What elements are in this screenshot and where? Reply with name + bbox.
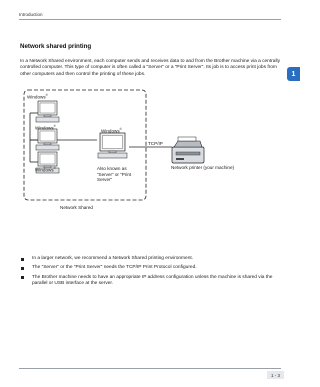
client-label: Windows® bbox=[35, 124, 56, 131]
page-number: 1 - 3 bbox=[267, 371, 284, 379]
bullet-square-icon bbox=[21, 267, 24, 270]
list-item: The “Server” or the “Print Server” needs the TCP/IP Print Protocol configured. bbox=[20, 265, 282, 271]
list-item: The Brother machine needs to have an appropriate IP address configuration unless the machine is shared via the parallel or USB interface at the server. bbox=[20, 275, 282, 287]
notes-list bbox=[20, 256, 282, 290]
server-computer-icon bbox=[98, 133, 127, 158]
bullet-square-icon bbox=[21, 258, 24, 261]
printer-icon bbox=[172, 137, 204, 163]
footer-divider bbox=[19, 368, 281, 369]
group-label: Network Shared bbox=[60, 205, 93, 210]
chapter-tab: 1 bbox=[287, 67, 300, 81]
client-label: Windows® bbox=[27, 93, 48, 100]
protocol-label: TCP/IP bbox=[148, 141, 163, 146]
client-label: Windows® bbox=[35, 166, 56, 173]
printer-label: Network printer (your machine) bbox=[171, 165, 235, 170]
intro-paragraph: In a Network Shared environment, each computer sends and receives data to and from the Brother machine via a centrally controlled computer. This type of computer is often called a “Server” or a “Print Server”. Its job is to access print jobs from other computers and then control the printing of these jobs. bbox=[20, 59, 280, 77]
list-item: In a larger network, we recommend a Network Shared printing environment. bbox=[20, 256, 282, 262]
computer-icon bbox=[36, 129, 59, 150]
running-header: Introduction bbox=[19, 12, 43, 17]
server-note: Also known as “Server” or “Print Server” bbox=[97, 166, 132, 182]
bullet-square-icon bbox=[21, 276, 24, 279]
section-title: Network shared printing bbox=[20, 43, 92, 50]
server-label: Windows® bbox=[101, 127, 122, 134]
computer-icon bbox=[36, 101, 59, 122]
